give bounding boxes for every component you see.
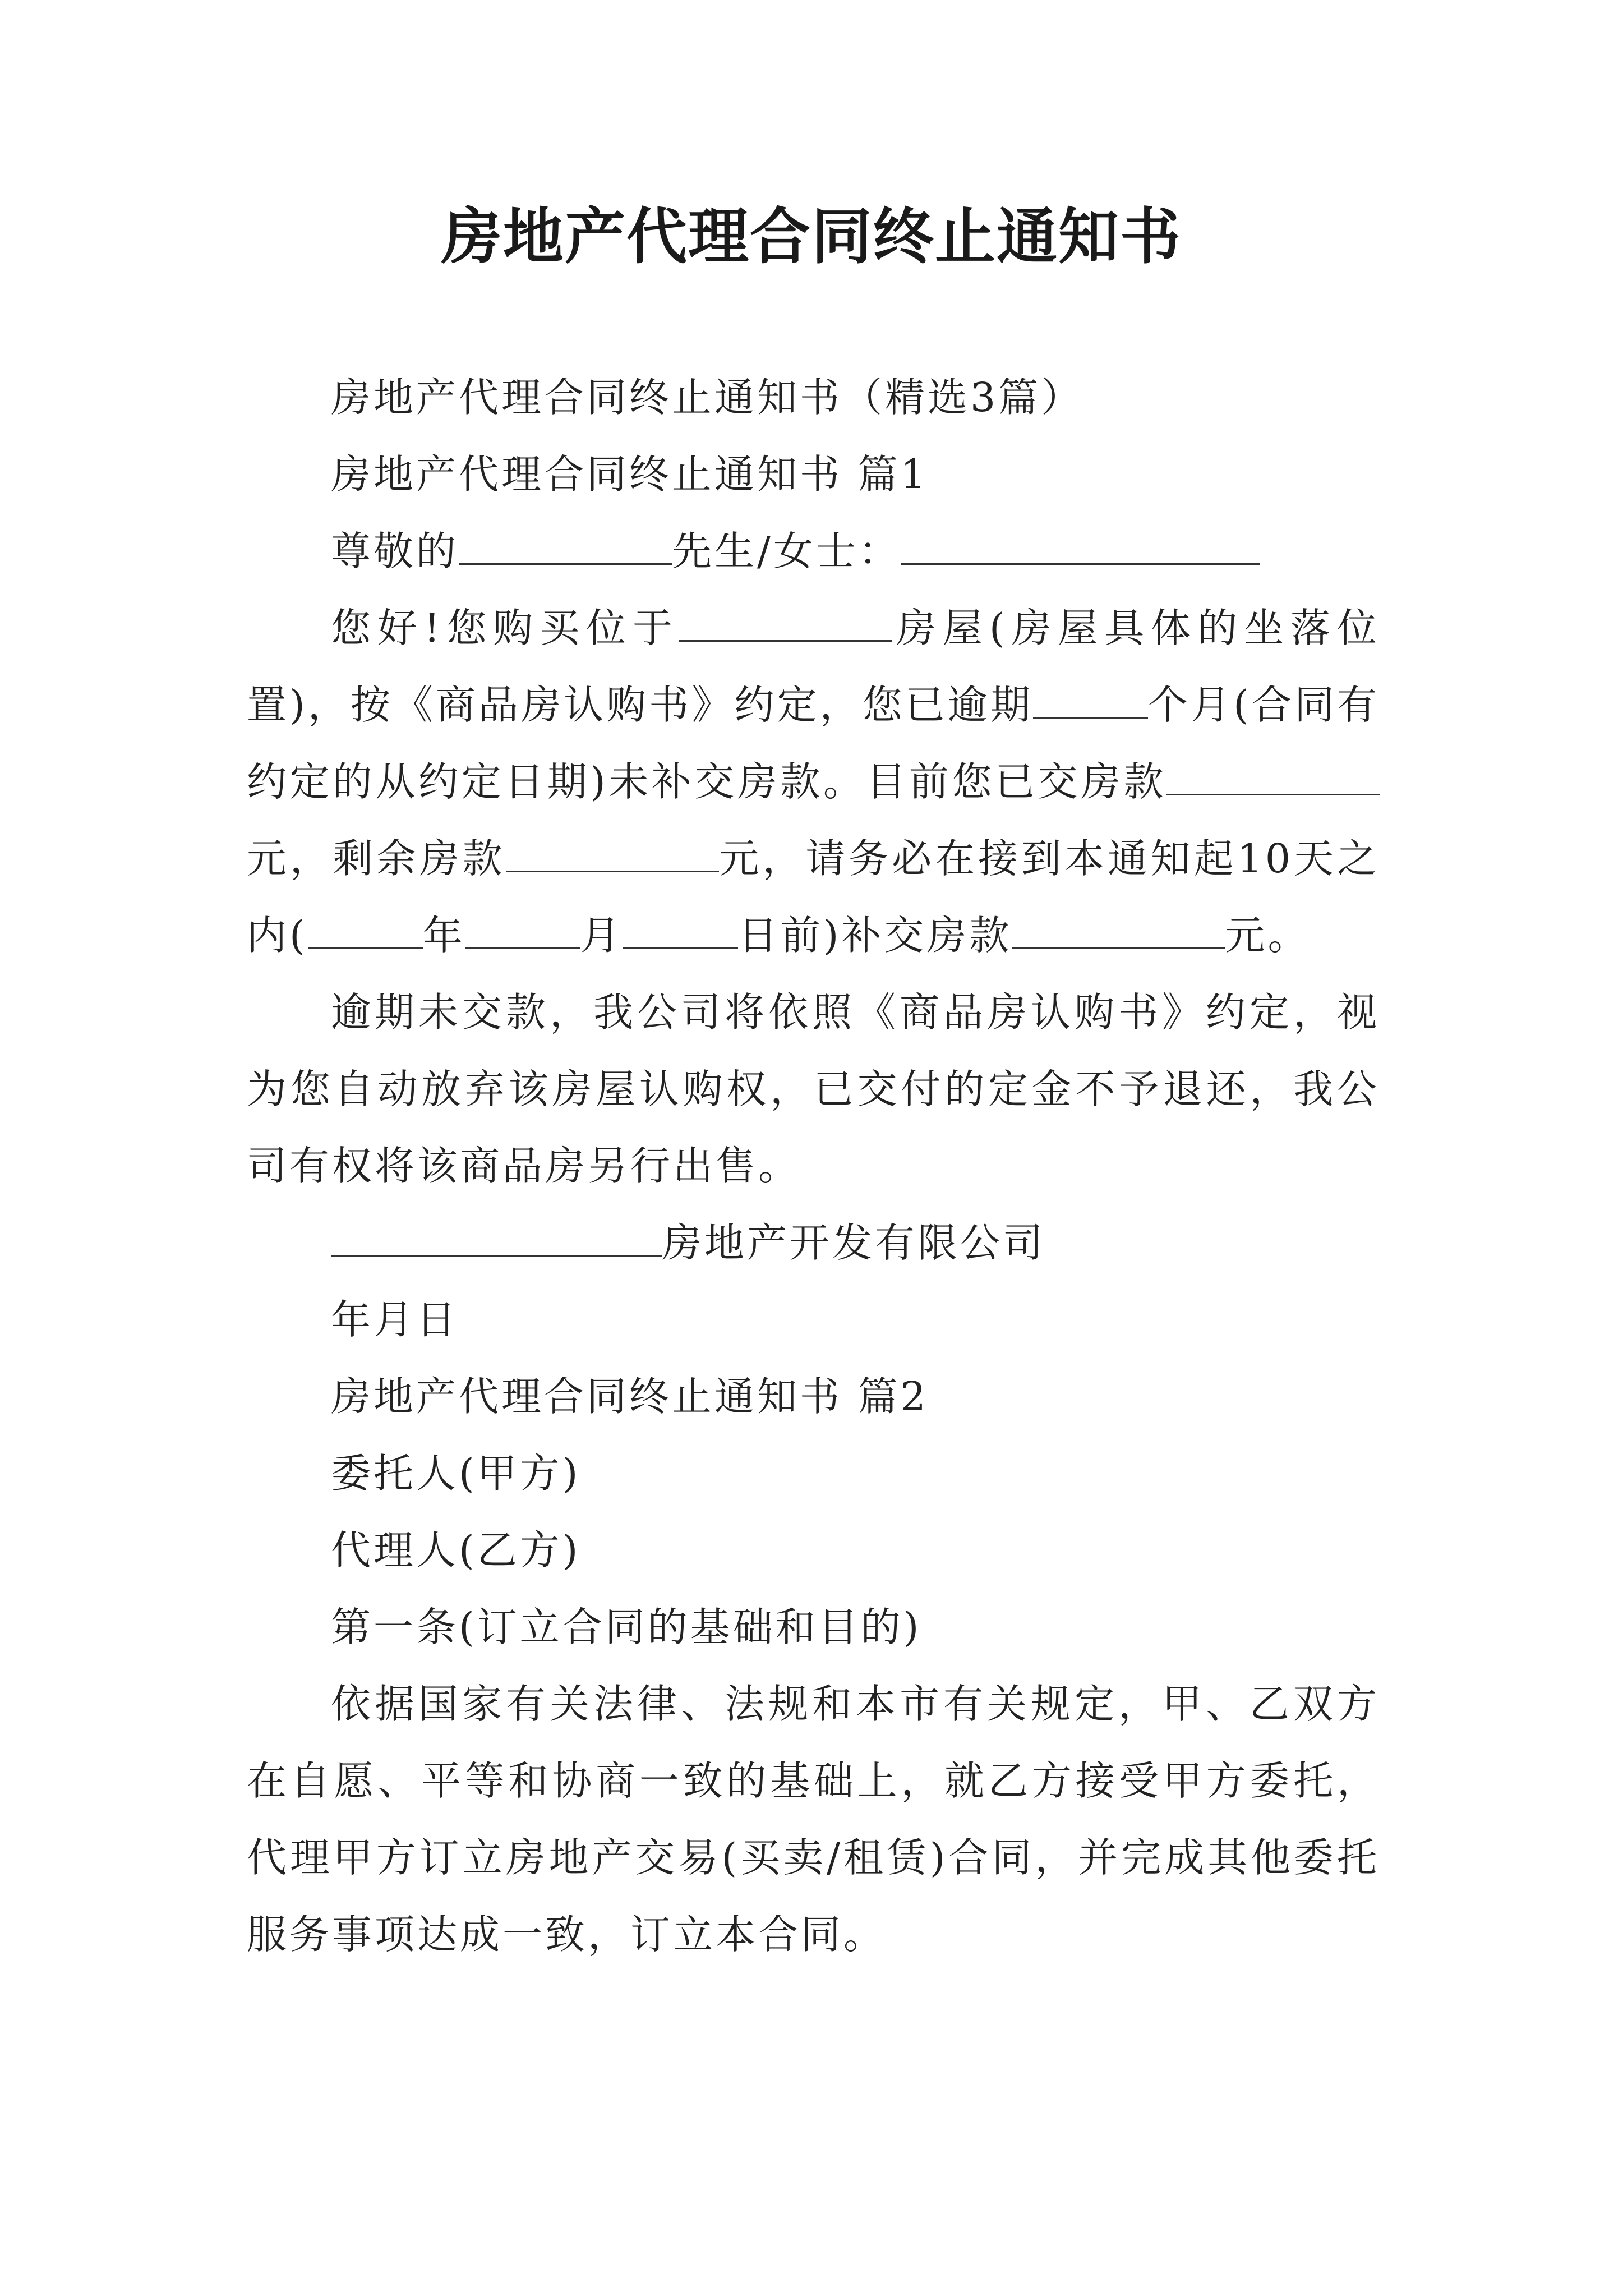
- month-blank: [465, 915, 580, 949]
- party-a-line: 委托人(甲方): [331, 1450, 581, 1497]
- notice-text-2: 房屋(房屋具体的坐落位置)，按《商品房认购书》约定，您已逾期: [247, 605, 1380, 728]
- salutation-suffix: 先生/女士：: [672, 528, 901, 574]
- name-blank: [459, 531, 672, 565]
- document-body: [247, 359, 1380, 1973]
- signature-line: [247, 1204, 1380, 1281]
- day-blank: [623, 915, 738, 949]
- paid-amount-blank: [1166, 761, 1380, 795]
- overdue-paragraph: 逾期未交款，我公司将依照《商品房认购书》约定，视为您自动放弃该房屋认购权，已交付的定金不予退还，我公司有权将该商品房另行出售。: [247, 989, 1380, 1189]
- location-blank: [679, 608, 892, 642]
- article1-heading: 房地产代理合同终止通知书 篇1: [331, 451, 929, 498]
- notice-text-4: 元，剩余房款: [247, 835, 506, 882]
- notice-text-3: 个月(合同有约定的从约定日期)未补交房款。目前您已交房款: [247, 682, 1380, 805]
- salutation-blank: [901, 531, 1260, 565]
- company-suffix: 房地产开发有限公司: [662, 1220, 1046, 1266]
- document-title: 房地产代理合同终止通知书: [441, 201, 1182, 272]
- notice-text-5: 元，请务必在接到本通知起10天之内(: [247, 835, 1380, 959]
- notice-text-year: 年: [422, 912, 465, 959]
- article2-heading: 房地产代理合同终止通知书 篇2: [331, 1373, 929, 1420]
- salutation-prefix: 尊敬的: [331, 528, 459, 574]
- months-blank: [1033, 684, 1148, 719]
- intro-line: 房地产代理合同终止通知书（精选3篇）: [331, 374, 1084, 421]
- year-blank: [308, 915, 423, 949]
- date-line: 年月日: [331, 1296, 459, 1343]
- remaining-amount-blank: [506, 838, 719, 872]
- due-amount-blank: [1012, 915, 1225, 949]
- notice-text-1: 您好!您购买位于: [331, 605, 680, 651]
- notice-text-6: 日前)补交房款: [737, 912, 1012, 959]
- clause1-text: 依据国家有关法律、法规和本市有关规定，甲、乙双方在自愿、平等和协商一致的基础上，就乙方接受甲方委托，代理甲方订立房地产交易(买卖/租赁)合同，并完成其他委托服务事项达成一致，订立本合同。: [247, 1681, 1380, 1958]
- notice-text-month: 月: [580, 912, 623, 959]
- notice-text-7: 元。: [1225, 912, 1311, 959]
- notice-paragraph: [247, 590, 1380, 974]
- clause1-title: 第一条(订立合同的基础和目的): [331, 1604, 922, 1650]
- company-name-blank: [331, 1222, 662, 1257]
- party-b-line: 代理人(乙方): [331, 1527, 581, 1573]
- salutation: [247, 513, 1380, 590]
